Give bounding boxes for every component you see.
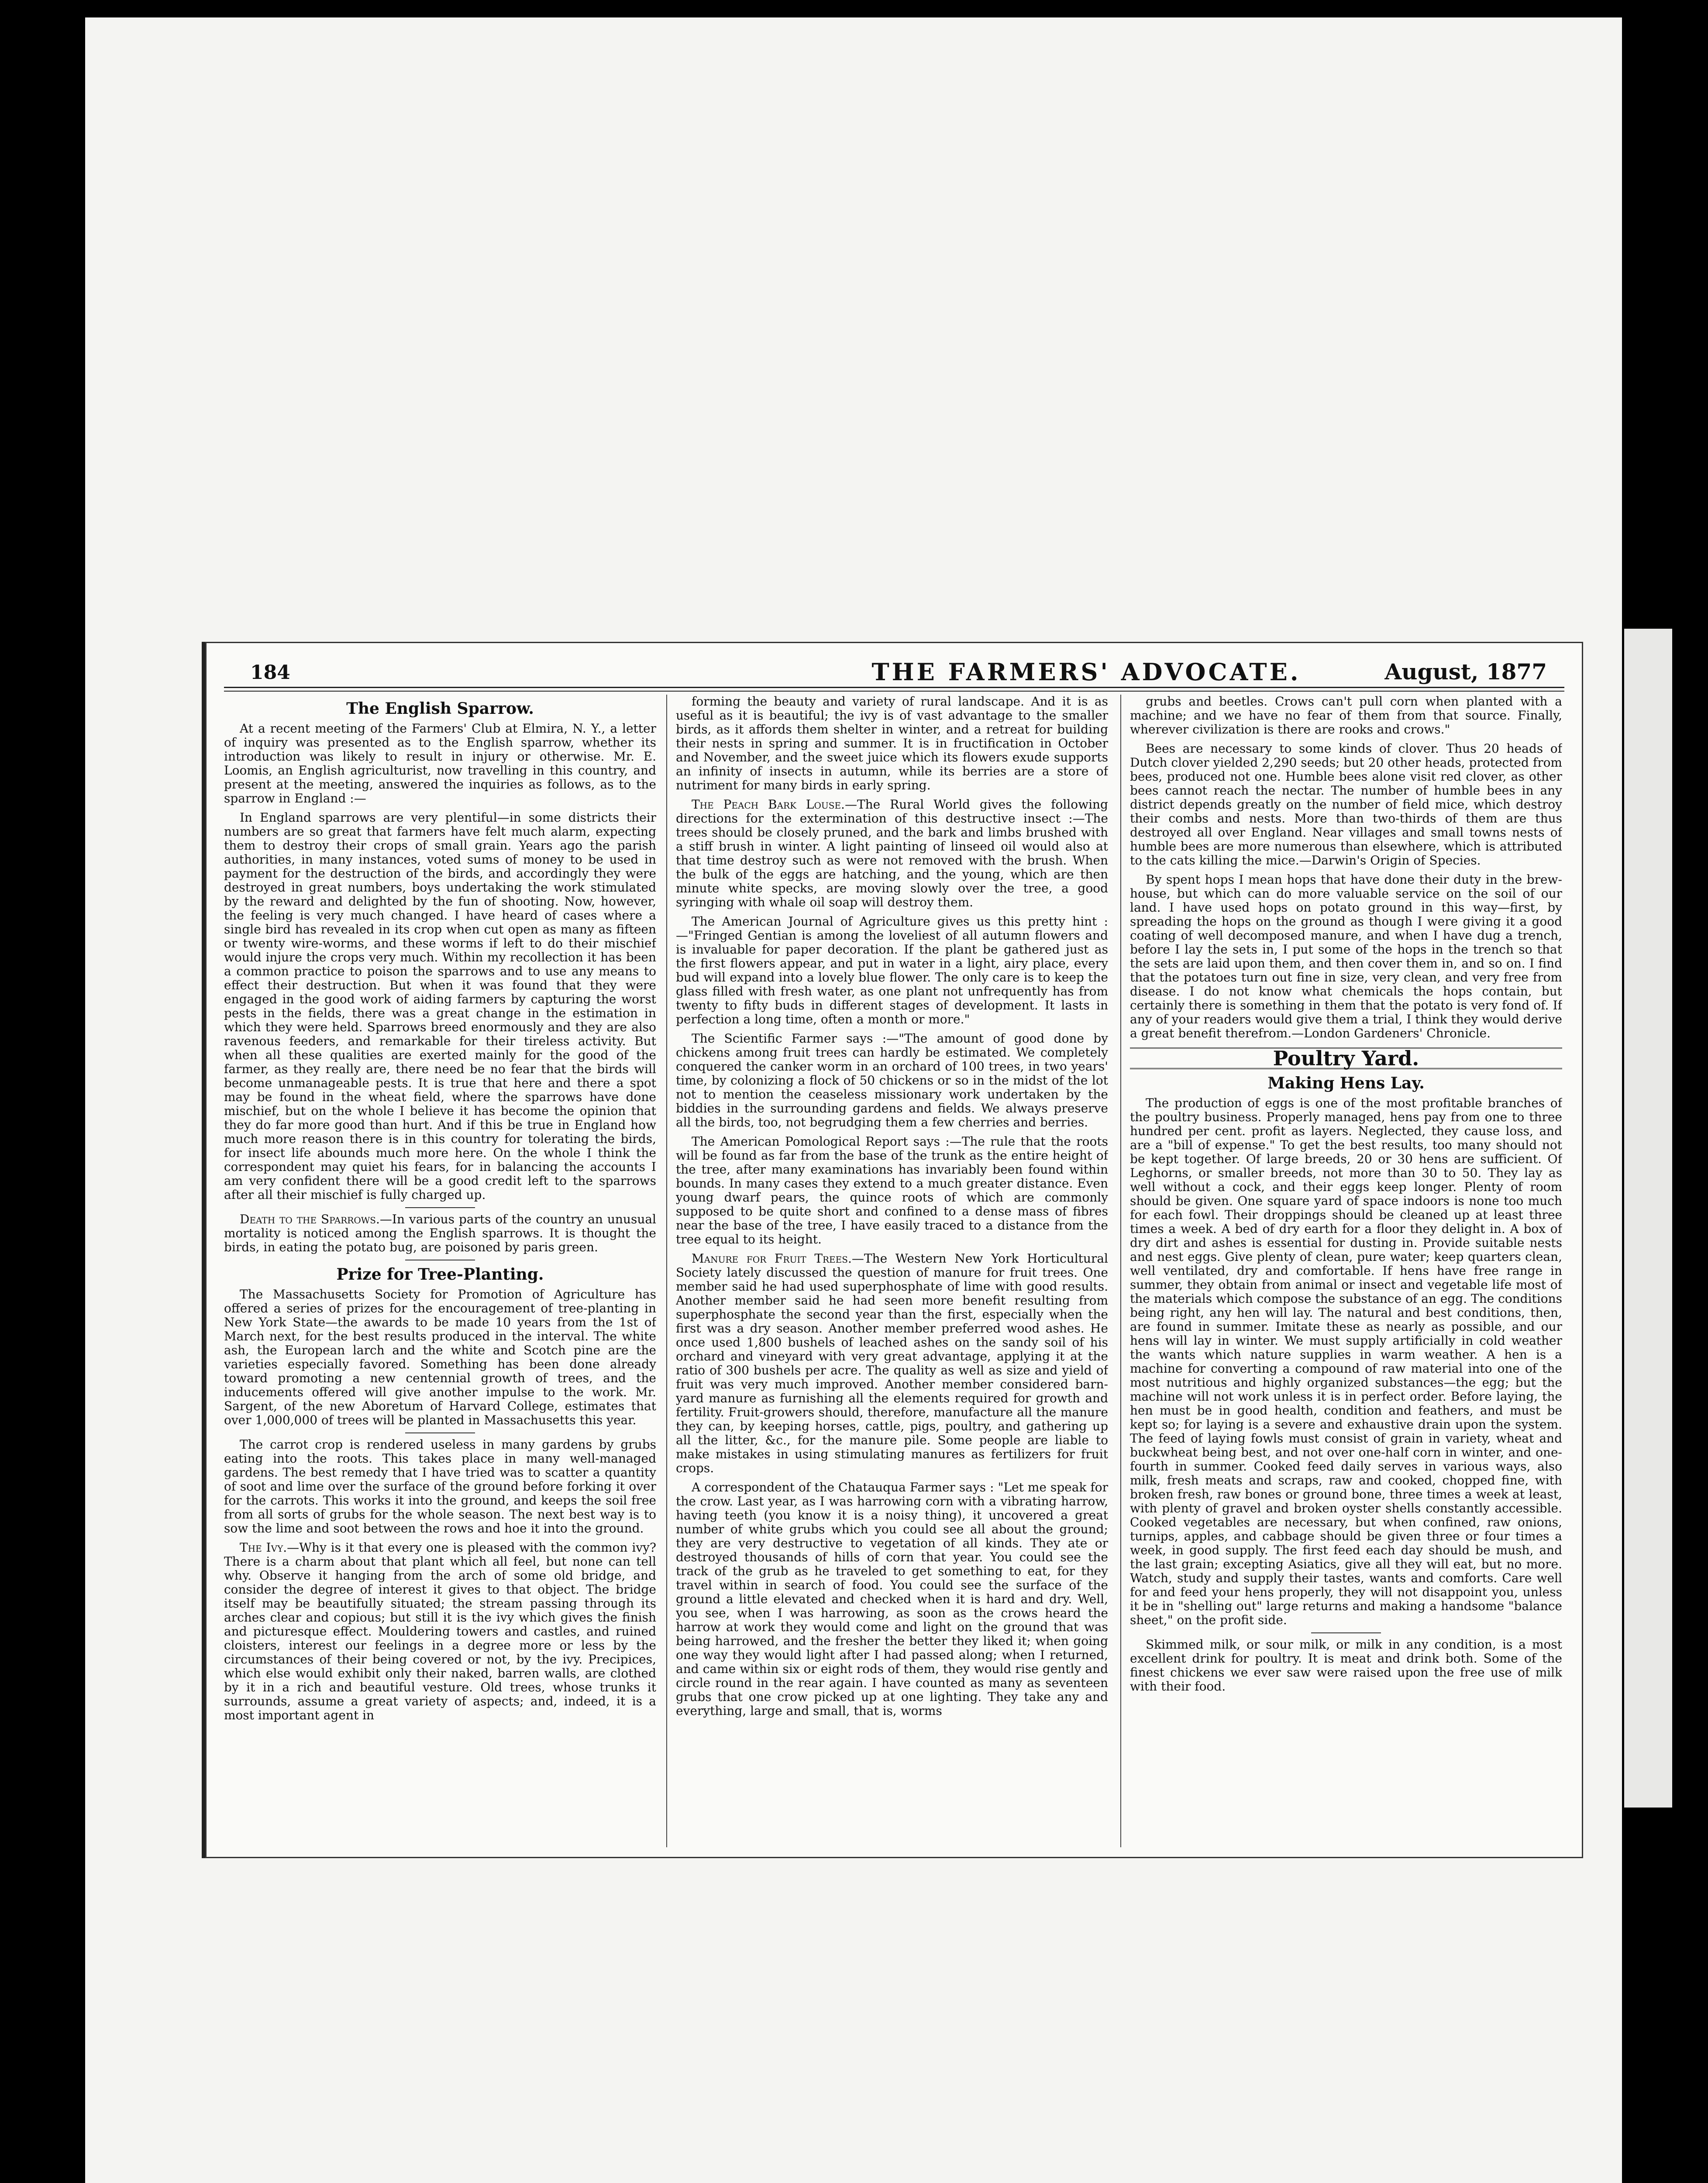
paragraph-lead: The Ivy. — [240, 1540, 287, 1555]
page-number: 184 — [250, 661, 290, 684]
column-1 — [224, 695, 656, 1847]
adjacent-page-edge — [1624, 629, 1672, 1808]
headline-english-sparrow: The English Sparrow. — [346, 699, 534, 718]
section-heading-poultry-yard: Poultry Yard. — [1130, 1047, 1562, 1069]
paragraph: forming the beauty and variety of rural landscape. And it is as useful as it is beautiful; the ivy is of vast advantage to the smaller birds, as it affords them shelter in winter, and a retreat for building their nests in spring and summer. It is in fructification in October and November, and the sweet juice which its flowers exude supports an infinity of insects in autumn, while its berries are a store of nutriment for many birds in early spring. — [676, 695, 1108, 792]
paragraph: A correspondent of the Chatauqua Farmer says : "Let me speak for the crow. Last year, as I was harrowing corn with a vibrating harrow, having teeth (you know it is a noisy thing), it uncovered a great number of white grubs which you could see all about the ground; they are very destructive to vegetation of all kinds. They ate or destroyed thousands of hills of corn that year. You could see the track of the grub as he traveled to get something to eat, for they travel within in search of food. You could see the surface of the ground a little elevated and checked when it is hard and dry. Well, you see, when I was harrowing, as soon as the crows heard the harrow at work they would come and light on the ground that was being harrowed, and the fresher the better they liked it; when going one way they would light after I had passed along; when I returned, and came within six or eight rods of them, they would rise gently and circle round in the rear again. I have counted as many as seventeen grubs that one crow picked up at one lighting. They take any and everything, large and small, that is, worms — [676, 1480, 1108, 1718]
divider — [1311, 1632, 1381, 1633]
paragraph: Manure for Fruit Trees.—The Western New York Horticultural Society lately discussed the question of manure for fruit trees. One member said he had used superphosphate of lime with good results. Another member said he had seen more benefit resulting from superphosphate the second year than the first, especially when the first was a dry season. Another member preferred wood ashes. He once used 1,800 bushels of leached ashes on the sandy soil of his orchard and vineyard with very great advantage, applying it at the ratio of 300 bushels per acre. The quality as well as size and yield of fruit was very much improved. Another member considered barn-yard manure as furnishing all the elements required for growth and fertility. Fruit-growers should, therefore, manufacture all the manure they can, by keeping horses, cattle, pigs, poultry, and gathering up all the litter, &c., for the manure pile. Some people are liable to make mistakes in using stimulating manures as fertilizers for fruit crops. — [676, 1251, 1108, 1475]
paragraph: At a recent meeting of the Farmers' Club at Elmira, N. Y., a letter of inquiry was presented as to the English sparrow, whether its introduction was likely to result in injury or otherwise. Mr. E. Loomis, an English agriculturist, now travelling in this country, and present at the meeting, answered the inquiries as follows, as to the sparrow in England :— — [224, 721, 656, 806]
paragraph: The American Pomological Report says :—The rule that the roots will be found as far from the base of the trunk as the entire height of the tree, after many examinations has invariably been found within bounds. In many cases they extend to a much greater distance. Even young dwarf pears, the quince roots of which are commonly supposed to be quite short and confined to a dense mass of fibres near the base of the tree, I have easily traced to a distance from the tree equal to its height. — [676, 1134, 1108, 1246]
issue-date: August, 1877 — [1384, 659, 1547, 685]
column-3 — [1130, 695, 1562, 1847]
paragraph: The Ivy.—Why is it that every one is pleased with the common ivy? There is a charm about that plant which all feel, but none can tell why. Observe it hanging from the arch of some old bridge, and consider the degree of interest it gives to that object. The bridge itself may be beautifully situated; the stream passing through its arches clear and copious; but still it is the ivy which gives the finish and picturesque effect. Mouldering towers and castles, and ruined cloisters, interest our feelings in a degree more or less by the circumstances of their being covered or not, by the ivy. Precipices, which else would exhibit only their naked, barren walls, are clothed by it in a rich and beautiful vesture. Old trees, whose trunks it surrounds, assume a great variety of aspects; and, indeed, it is a most important agent in — [224, 1540, 656, 1722]
paragraph: The carrot crop is rendered useless in many gardens by grubs eating into the roots. This takes place in many well-managed gardens. The best remedy that I have tried was to scatter a quantity of soot and lime over the surface of the ground before forking it over for the carrots. This works it into the ground, and keeps the soil free from all sorts of grubs for the whole season. The next best way is to sow the lime and soot between the rows and hoe it into the ground. — [224, 1437, 656, 1536]
newspaper-page — [205, 642, 1583, 1858]
paragraph: The Scientific Farmer says :—"The amount of good done by chickens among fruit trees can hardly be estimated. We completely conquered the canker worm in an orchard of 100 trees, in two years' time, by colonizing a flock of 50 chickens or so in the midst of the lot not to mention the ceaseless missionary work undertaken by the biddies in the surrounding gardens and fields. We always preserve all the birds, too, not begrudging them a few cherries and berries. — [676, 1031, 1108, 1129]
divider — [405, 1432, 475, 1433]
divider — [405, 1207, 475, 1208]
paragraph: Bees are necessary to some kinds of clover. Thus 20 heads of Dutch clover yielded 2,290 seeds; but 20 other heads, protected from bees, produced not one. Humble bees alone visit red clover, as other bees cannot reach the nectar. The number of humble bees in any district depends greatly on the number of field mice, which destroy their combs and nests. More than two-thirds of them are thus destroyed all over England. Near villages and small towns nests of humble bees are more numerous than elsewhere, which is attributed to the cats killing the mice.—Darwin's Origin of Species. — [1130, 741, 1562, 868]
paragraph: Skimmed milk, or sour milk, or milk in any condition, is a most excellent drink for poultry. It is meat and drink both. Some of the finest chickens we ever saw were raised upon the free use of milk with their food. — [1130, 1637, 1562, 1694]
paragraph: The Massachusetts Society for Promotion of Agriculture has offered a series of prizes for the encouragement of tree-planting in New York State—the awards to be made 10 years from the 1st of March next, for the best results produced in the interval. The white ash, the European larch and the white and Scotch pine are the varieties especially favored. Something has been done already toward promoting a new centennial growth of trees, and the inducements offered will give another impulse to the work. Mr. Sargent, of the new Aboretum of Harvard College, estimates that over 1,000,000 of trees will be planted in Massachusetts this year. — [224, 1287, 656, 1427]
headline-making-hens-lay: Making Hens Lay. — [1267, 1074, 1425, 1092]
masthead-title: THE FARMERS' ADVOCATE. — [871, 658, 1301, 686]
paragraph: The production of eggs is one of the most profitable branches of the poultry business. Properly managed, hens pay from one to three hundred per cent. profit as layers. Neglected, they cause loss, and are a "bill of expense." To get the best results, too many should not be kept together. Of large breeds, 20 or 30 hens are sufficient. Of Leghorns, or smaller breeds, not more than 30 to 50. They lay as well without a cock, and their eggs keep longer. Plenty of room should be given. One square yard of space indoors is none too much for each fowl. Their droppings should be cleaned up at least three times a week. A bed of dry earth for a floor they delight in. A box of dry dirt and ashes is essential for dusting in. Provide suitable nests and nest eggs. Give plenty of clean, pure water; keep quarters clean, well ventilated, dry and comfortable. If hens have free range in summer, they obtain from animal or insect and vegetable life most of the materials which compose the substance of an egg. The conditions being right, any hen will lay. The natural and best conditions, then, are found in summer. Imitate these as nearly as possible, and our hens will lay in winter. We must supply artificially in cold weather the wants which nature supplies in warm weather. A hen is a machine for converting a compound of raw material into one of the most nutritious and highly organized substances—the egg; but the machine will not work unless it is in perfect order. Before laying, the hen must be in good health, condition and feathers, and must be kept so; for laying is a severe and exhaustive drain upon the system. The feed of laying fowls must consist of grain in variety, wheat and buckwheat being best, and not over one-half corn in winter, and one-fourth in summer. Cooked feed daily serves in various ways, also milk, fresh meats and scraps, raw and cooked, chopped fine, with broken fresh, raw bones or ground bone, three times a week at least, with plenty of gravel and broken oyster shells constantly accessible. Cooked vegetables are necessary, but when confined, raw onions, turnips, apples, and cabbage should be given three or four times a week, in good supply. The first feed each day should be mush, and the last grain; excepting Asiatics, give all they will eat, but no more. Watch, study and supply their tastes, wants and comforts. Care well for and feed your hens properly, they will not disappoint you, unless it be in "shelling out" large returns and making a handsome "balance sheet," on the profit side. — [1130, 1096, 1562, 1627]
column-divider — [1120, 695, 1121, 1847]
paragraph: The Peach Bark Louse.—The Rural World gives the following directions for the extermination of this destructive insect :—The trees should be closely pruned, and the bark and limbs brushed with a stiff brush in winter. A light painting of linseed oil would also at that time destroy such as were not removed with the brush. When the bulk of the eggs are hatching, and the young, which are then minute white specks, are moving slowly over the tree, a good syringing with whale oil soap will destroy them. — [676, 797, 1108, 909]
paragraph-lead: Death to the Sparrows. — [240, 1212, 380, 1226]
paragraph-lead: Manure for Fruit Trees. — [692, 1251, 852, 1266]
header-rule — [224, 687, 1564, 692]
paragraph-lead: The Peach Bark Louse. — [692, 797, 845, 812]
column-2 — [676, 695, 1108, 1847]
paragraph: In England sparrows are very plentiful—in some districts their numbers are so great that farmers have felt much alarm, expecting them to destroy their crops of small grain. Years ago the parish authorities, in many instances, voted sums of money to be used in payment for the destruction of the birds, and accordingly they were destroyed in great numbers, boys undertaking the work stimulated by the reward and delighted by the fun of shooting. Now, however, the feeling is very much changed. I have heard of cases where a single bird has revealed in its crop when cut open as many as fifteen or twenty wire-worms, and these worms if left to do their mischief would injure the crops very much. Within my recollection it has been a common practice to poison the sparrows and to use any means to effect their destruction. But when it was found that they were engaged in the good work of aiding farmers by capturing the worst pests in the fields, there was a great change in the estimation in which they were held. Sparrows breed enormously and they are also ravenous feeders, and remarkable for their tireless activity. But when all these qualities are exerted mainly for the good of the farmer, as they really are, there need be no fear that the birds will become unmanageable pests. It is true that here and there a spot may be found in the wheat field, where the sparrows have done mischief, but on the whole I believe it has become the opinion that they do far more good than hurt. And if this be true in England how much more reason there is in this country for tolerating the birds, for insect life abounds much more here. On the whole I think the correspondent may quiet his fears, for in balancing the accounts I am very confident there will be a good credit left to the sparrows after all their mischief is fully charged up. — [224, 810, 656, 1202]
paragraph: The American Journal of Agriculture gives us this pretty hint :—"Fringed Gentian is among the loveliest of all autumn flowers and is invaluable for paper decoration. If the plant be gathered just as the first flowers appear, and put in water in a light, airy place, every bud will expand into a lovely blue flower. The only care is to keep the glass filled with fresh water, as one plant not unfrequently has from twenty to fifty buds in different stages of development. It lasts in perfection a long time, often a month or more." — [676, 914, 1108, 1026]
paragraph: grubs and beetles. Crows can't pull corn when planted with a machine; and we have no fear of them from that source. Finally, wherever civilization is there are rooks and crows." — [1130, 695, 1562, 737]
paragraph: Death to the Sparrows.—In various parts of the country an unusual mortality is noticed among the English sparrows. It is thought the birds, in eating the potato bug, are poisoned by paris green. — [224, 1212, 656, 1254]
column-divider — [666, 695, 667, 1847]
page-header — [224, 655, 1564, 686]
paragraph: By spent hops I mean hops that have done their duty in the brew-house, but which can do more valuable service on the soil of our land. I have used hops on potato ground in this way—first, by spreading the hops on the ground as though I were giving it a good coating of well decomposed manure, and when I have dug a trench, before I lay the sets in, I put some of the hops in the trench so that the sets are laid upon them, and then cover them in, and so on. I find that the potatoes turn out fine in size, very clean, and very free from disease. I do not know what chemicals the hops contain, but certainly there is something in them that the potato is very fond of. If any of your readers would give them a trial, I think they would derive a great benefit therefrom.—London Gardeners' Chronicle. — [1130, 872, 1562, 1040]
headline-prize-tree-planting: Prize for Tree-Planting. — [336, 1265, 544, 1284]
article-columns — [224, 695, 1564, 1847]
